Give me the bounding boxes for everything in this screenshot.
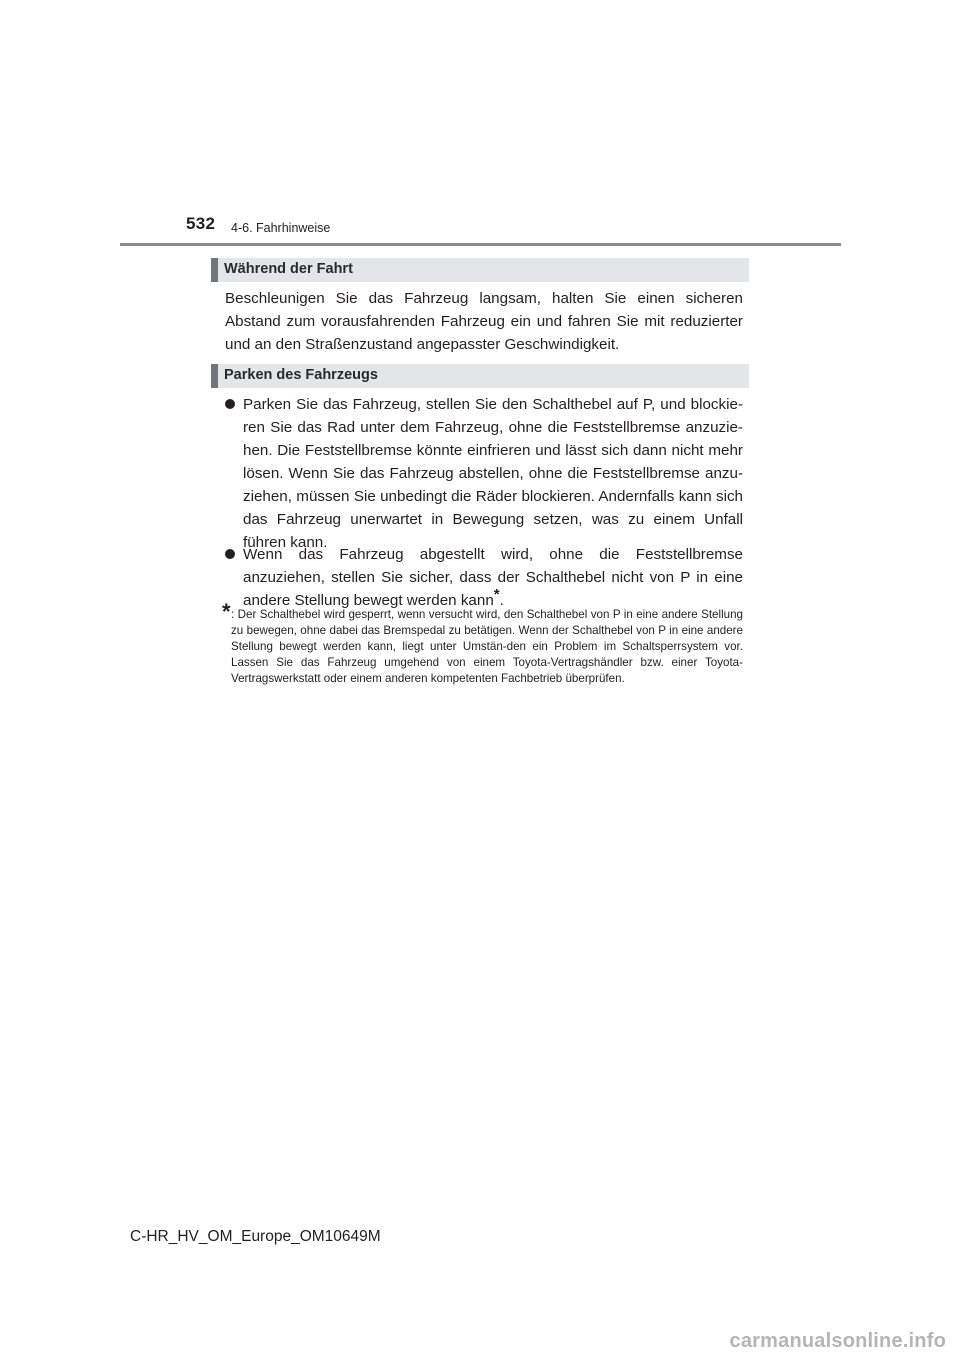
section-heading-driving-label: Während der Fahrt: [224, 261, 353, 277]
bullet-item: [225, 393, 743, 554]
running-header: 4-6. Fahrhinweise: [231, 221, 331, 235]
footnote-text: : Der Schalthebel wird gesperrt, wenn versucht wird, den Schalthebel von P in eine andere Stellung zu bewegen, ohne dabei das Bremspedal zu betätigen. Wenn der Schalthebel von P in eine andere Stellung bewegt werden kann, liegt unter Umstän-den ein Problem im Schaltsperrsystem vor. Lassen Sie das Fahrzeug umgehend von einem Toyota-Vertragshändler bzw. einer Toyota-Vertragswerkstatt oder einem anderen kompetenten Fachbetrieb überprüfen.: [231, 608, 743, 685]
footnote-star: *: [222, 599, 231, 624]
section-heading-driving: [211, 258, 749, 282]
bullet-text-body: Wenn das Fahrzeug abgestellt wird, ohne die Feststellbremse anzuziehen, stellen Sie sicher, dass der Schalthebel nicht von P in eine andere Stellung bewegt werden kann: [243, 546, 743, 609]
section-heading-parking: [211, 364, 749, 388]
section-heading-parking-label: Parken des Fahrzeugs: [224, 367, 378, 383]
bullet-item: [225, 543, 743, 612]
bullet-dot: [225, 549, 235, 559]
bullet-text: Parken Sie das Fahrzeug, stellen Sie den Schalthebel auf P, und blockie-ren Sie das Rad unter dem Fahrzeug, ohne die Feststellbremse anzuzie-hen. Die Feststellbremse könnte einfrieren und lässt sich dann nicht mehr lösen. Wenn Sie das Fahrzeug abstellen, ohne die Feststellbremse anzu-ziehen, müssen Sie unbedingt die Räder blockieren. Andernfalls kann sich das Fahrzeug unerwartet in Bewegung setzen, was zu einem Unfall führen kann.: [243, 396, 743, 551]
header-rule: [120, 243, 841, 246]
bullet-text-suffix: .: [499, 592, 504, 609]
driving-paragraph: Beschleunigen Sie das Fahrzeug langsam, halten Sie einen sicheren Abstand zum vorausfahrenden Fahrzeug ein und fahren Sie mit reduzierter und an den Straßenzustand angepasster Geschwindigkeit.: [225, 290, 743, 353]
page-number: 532: [186, 214, 216, 233]
bullet-dot: [225, 399, 235, 409]
watermark: carmanualsonline.info: [729, 1330, 946, 1352]
bullet-text: [243, 543, 743, 612]
footnote: [222, 599, 743, 687]
document-code: C-HR_HV_OM_Europe_OM10649M: [130, 1228, 381, 1245]
footnote-reference-star: *: [493, 586, 500, 603]
